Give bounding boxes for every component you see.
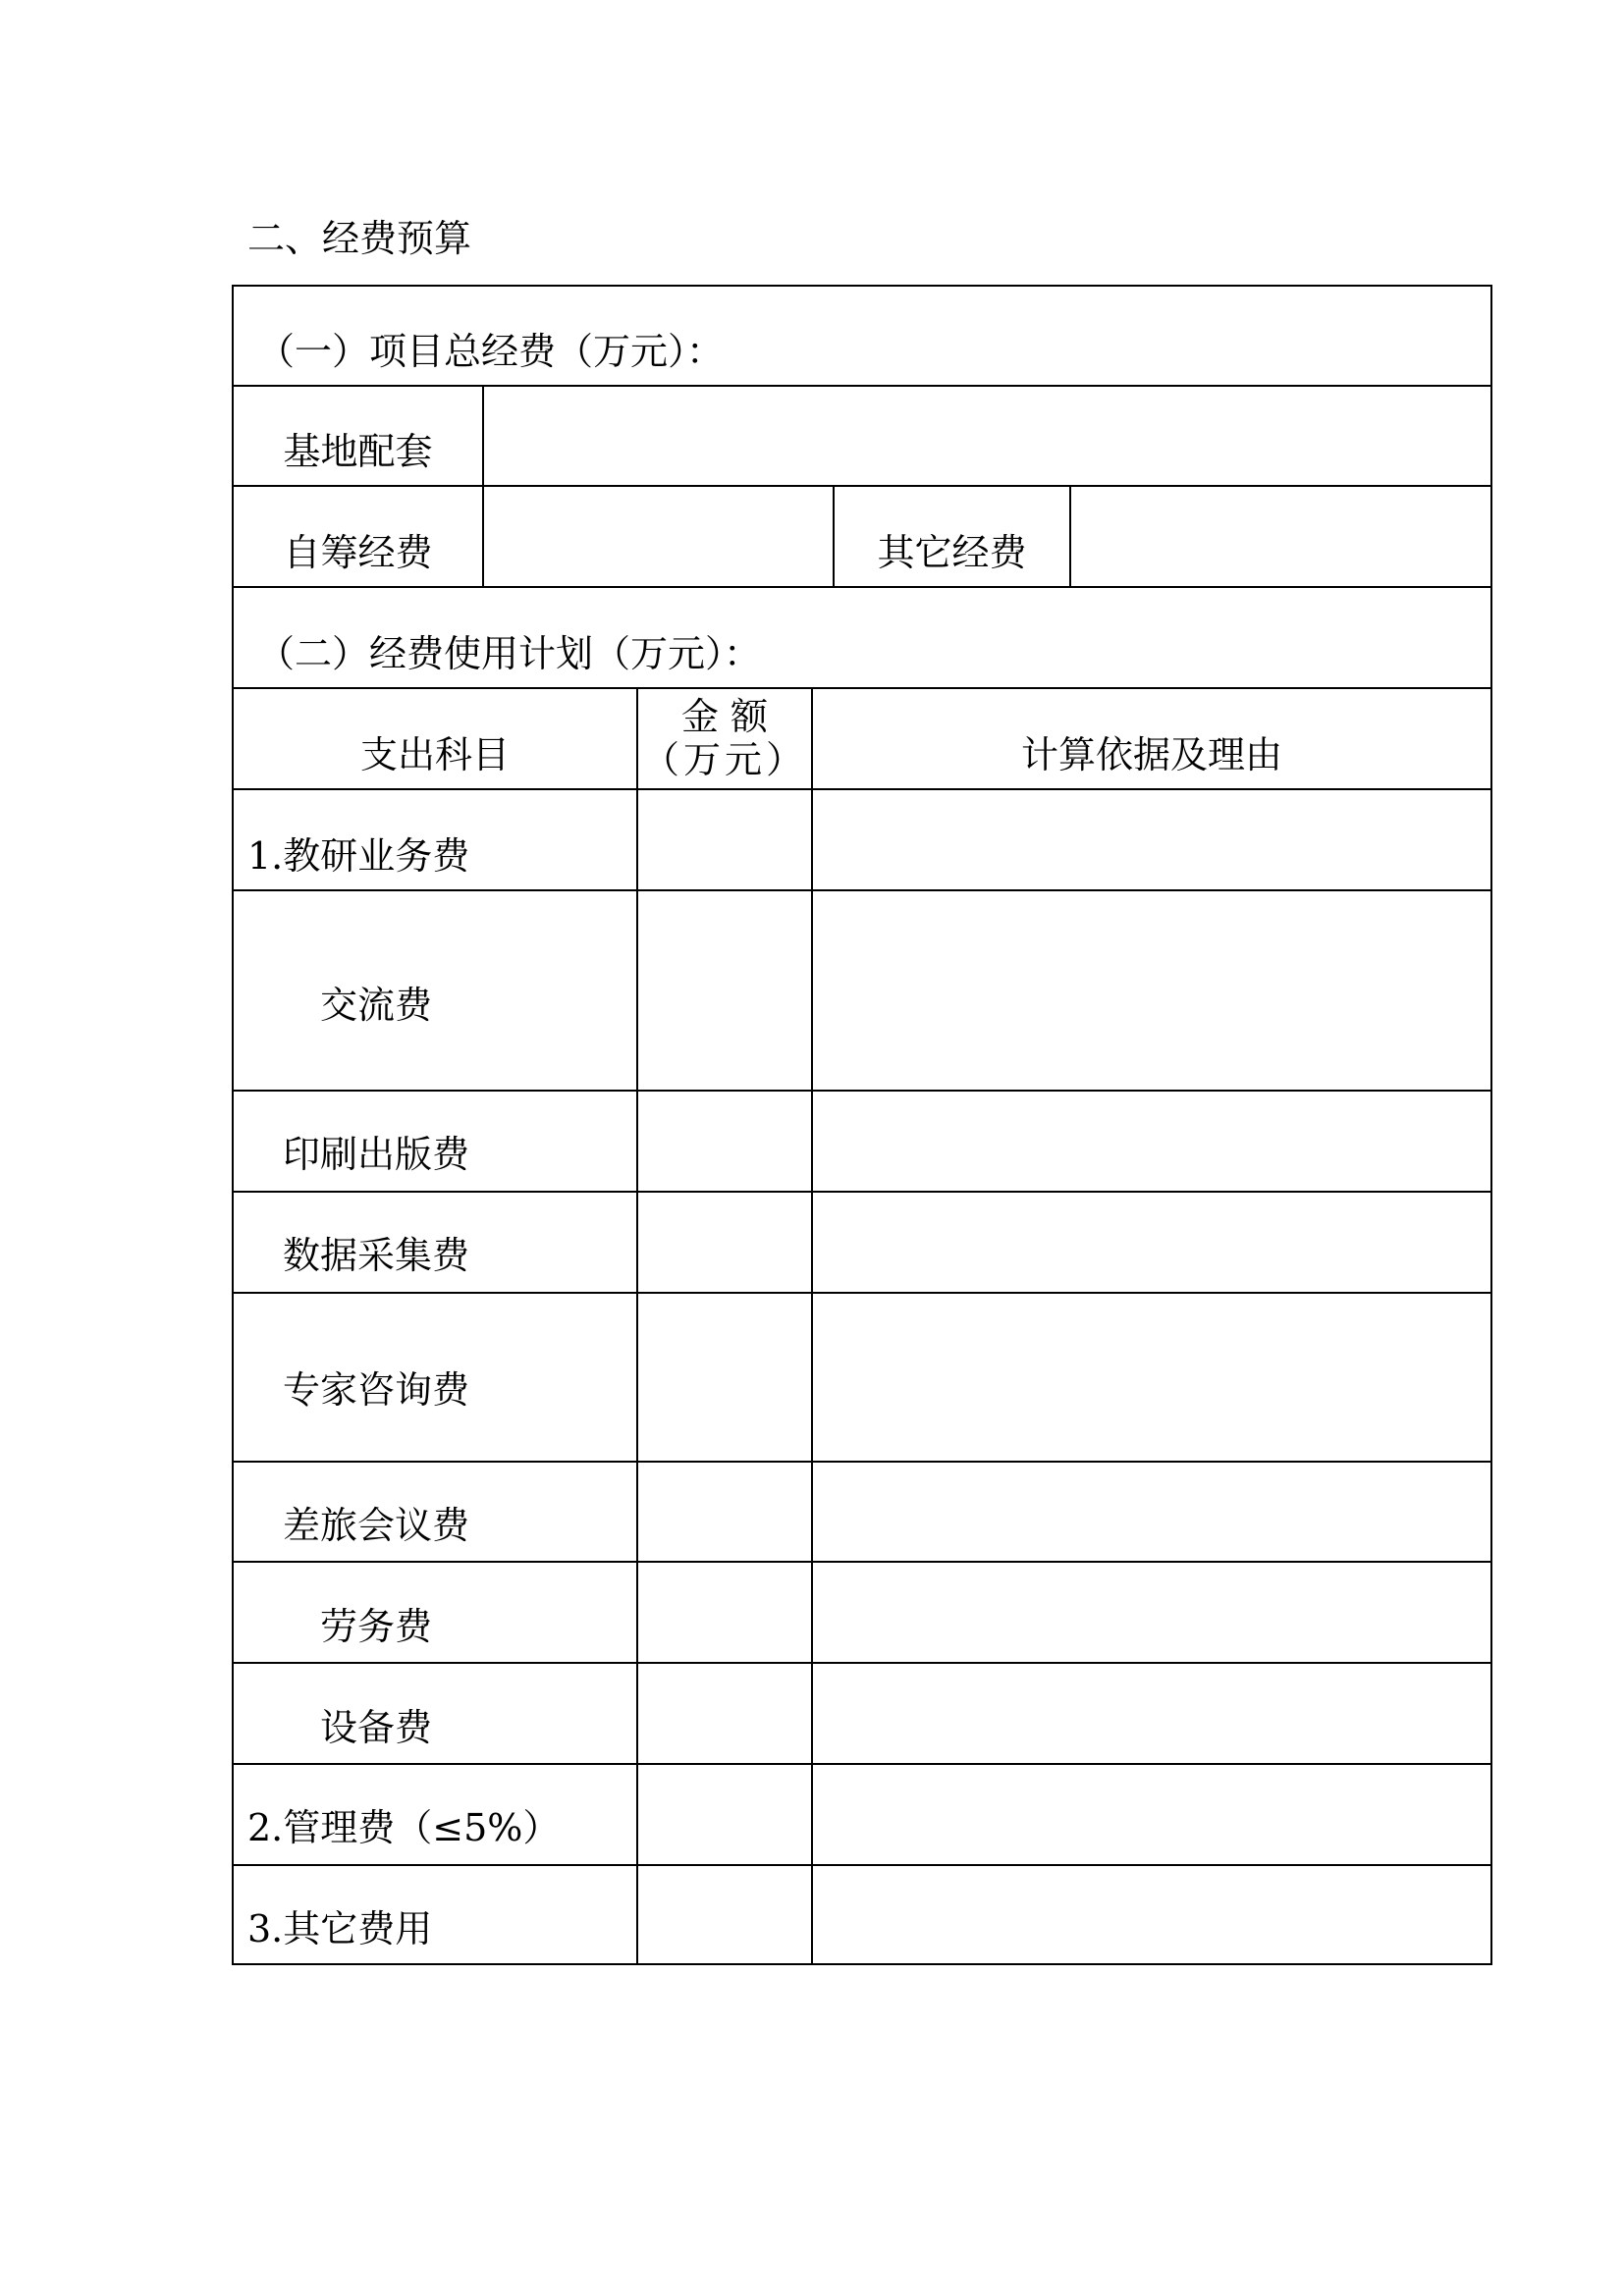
row-divider [232,586,1492,588]
row-equipment-fee [234,1704,636,1751]
row-exchange-fee [234,982,636,1029]
row-divider [232,1090,1492,1092]
row-divider [232,1191,1492,1193]
row-divider [232,1292,1492,1294]
row-divider [232,1662,1492,1664]
column-divider [811,687,813,1965]
row-teaching-research-fee: 1.教研业务费 [247,834,470,878]
row-divider [232,1561,1492,1563]
row-divider [232,1461,1492,1463]
header-expense-item: 支出科目 [359,733,510,776]
row-divider [232,1864,1492,1866]
header-amount-line1: 金 额 [680,695,769,738]
total-budget-title: （一）项目总经费（万元）： [257,330,725,373]
row-divider [232,788,1492,790]
other-funding-label: 其它经费 [877,531,1027,574]
row-divider [232,687,1492,689]
row-divider [232,1763,1492,1765]
row-expert-consulting-fee-label: 专家咨询费 [282,1368,469,1412]
row-labor-fee [234,1603,636,1650]
row-printing-fee [234,1131,636,1178]
row-exchange-fee-label: 交流费 [319,984,432,1027]
row-management-fee: 2.管理费（≤5%） [247,1806,561,1849]
row-equipment-fee-label: 设备费 [319,1706,432,1749]
row-data-collection-fee [234,1232,636,1279]
row-other-expenses: 3.其它费用 [247,1907,433,1950]
other-funding-value-cell[interactable] [1071,487,1490,586]
row-expert-consulting-fee [234,1366,636,1414]
base-funding-label: 基地配套 [283,430,433,473]
column-divider [636,687,638,1965]
self-funding-value-cell[interactable] [484,487,833,586]
spending-plan-title: （二）经费使用计划（万元）： [257,632,762,675]
row-divider [232,889,1492,891]
base-funding-value-cell[interactable] [484,387,1490,485]
row-data-collection-fee-label: 数据采集费 [282,1234,469,1277]
row-travel-meeting-fee [234,1502,636,1549]
row-travel-meeting-fee-label: 差旅会议费 [282,1504,469,1547]
row-printing-fee-label: 印刷出版费 [282,1133,469,1176]
row-labor-fee-label: 劳务费 [319,1605,432,1648]
section-title: 二、经费预算 [247,217,472,260]
header-calculation-basis: 计算依据及理由 [1020,733,1282,776]
header-amount-line2: （万元） [641,738,807,781]
self-funding-label: 自筹经费 [283,531,433,574]
